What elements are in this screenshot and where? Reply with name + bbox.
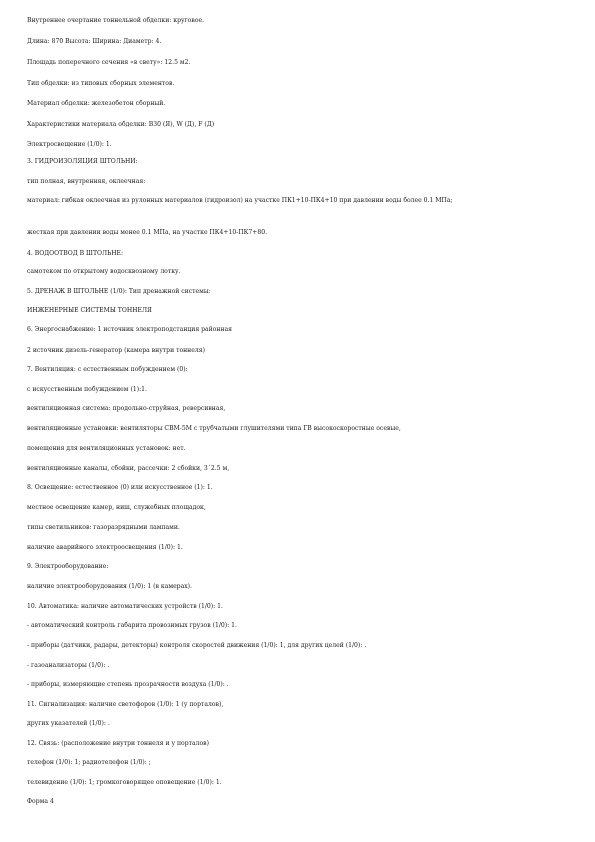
text-line: 8. Освещение: естественное (0) или искусственное (1): 1.: [27, 484, 213, 491]
text-line: - приборы, измеряющие степень прозрачности воздуха (1/0): .: [27, 681, 229, 688]
text-line: местное освещение камер, ниш, служебных площадок,: [27, 504, 206, 511]
text-line: вентиляционные каналы, сбойки, рассечки: 2 сбойки, 3´2.5 м,: [27, 465, 230, 472]
text-line: 9. Электрооборудование:: [27, 563, 109, 570]
text-line: Длина: 870 Высота: Ширина: Диаметр: 4.: [27, 38, 162, 45]
text-line: вентиляционная система: продольно-струйная, реверсивная,: [27, 405, 226, 412]
text-line: Материал обделки: железобетон сборный.: [27, 100, 166, 107]
section-heading: 4. ВОДООТВОД В ШТОЛЬНЕ:: [27, 250, 124, 257]
text-line: с искусственным побуждением (1):1.: [27, 386, 147, 393]
text-line: - приборы (датчики, радары, детекторы) контроля скоростей движения (1/0): 1, для других целей (1/0): .: [27, 642, 367, 649]
text-line: Площадь поперечного сечения «в свету»: 12.5 м2.: [27, 59, 191, 66]
text-line: помещения для вентиляционных установок: нет.: [27, 445, 186, 452]
section-heading: 5. ДРЕНАЖ В ШТОЛЬНЕ (1/0): Тип дренажной системы:: [27, 288, 211, 295]
text-line: наличие аварийного электроосвещения (1/0): 1.: [27, 544, 183, 551]
text-line: 6. Энергоснабжение: 1 источник электроподстанция районная: [27, 326, 233, 333]
text-line: телевидение (1/0): 1; громкоговорящее оповещение (1/0): 1.: [27, 779, 222, 786]
text-line: 11. Сигнализация: наличие светофоров (1/0): 1 (у порталов),: [27, 701, 224, 708]
text-line: других указателей (1/0): .: [27, 720, 110, 727]
section-heading: ИНЖЕНЕРНЫЕ СИСТЕМЫ ТОННЕЛЯ: [27, 307, 152, 314]
text-line: тип полная, внутренняя, оклеечная:: [27, 178, 146, 185]
text-line: Внутреннее очертание тоннельной обделки: круговое.: [27, 17, 205, 24]
text-line: материал: гибкая оклеечная из рулонных материалов (гидроизол) на участке ПК1+10-ПК4+10 при давлении воды более 0.1 МПа;: [27, 197, 453, 204]
text-line: жесткая при давлении воды менее 0.1 МПа, на участке ПК4+10-ПК7+80.: [27, 229, 268, 236]
text-line: Характеристики материала обделки: В30 (Я), W (Д), F (Д): [27, 121, 215, 128]
text-line: 2 источник дизель-генератор (камера внутри тоннеля): [27, 347, 205, 354]
form-label: Форма 4: [27, 798, 54, 805]
text-line: 12. Связь: (расположение внутри тоннеля и у порталов): [27, 740, 209, 747]
text-line: Электросвещение (1/0): 1.: [27, 141, 112, 148]
text-line: Тип обделки: из типовых сборных элементов.: [27, 80, 175, 87]
text-line: самотеком по открытому водосквозному лотку.: [27, 268, 181, 275]
section-heading: 3. ГИДРОИЗОЛЯЦИЯ ШТОЛЬНИ:: [27, 158, 138, 165]
text-line: - газоанализаторы (1/0): .: [27, 662, 110, 669]
text-line: телефон (1/0): 1; радиотелефон (1/0): ;: [27, 759, 151, 766]
text-line: 10. Автоматика: наличие автоматических устройств (1/0): 1.: [27, 603, 223, 610]
text-line: вентиляционные установки: вентиляторы СВМ-5М с трубчатыми глушителями типа ГВ высокоскоростные осевые,: [27, 425, 401, 432]
text-line: 7. Вентиляция: с естественным побуждением (0):: [27, 366, 188, 373]
text-line: - автоматический контроль габарита провозимых грузов (1/0): 1.: [27, 622, 237, 629]
text-line: наличие электрооборудования (1/0): 1 (в камерах).: [27, 583, 192, 590]
text-line: типы светильников: газоразрядными лампами.: [27, 524, 180, 531]
